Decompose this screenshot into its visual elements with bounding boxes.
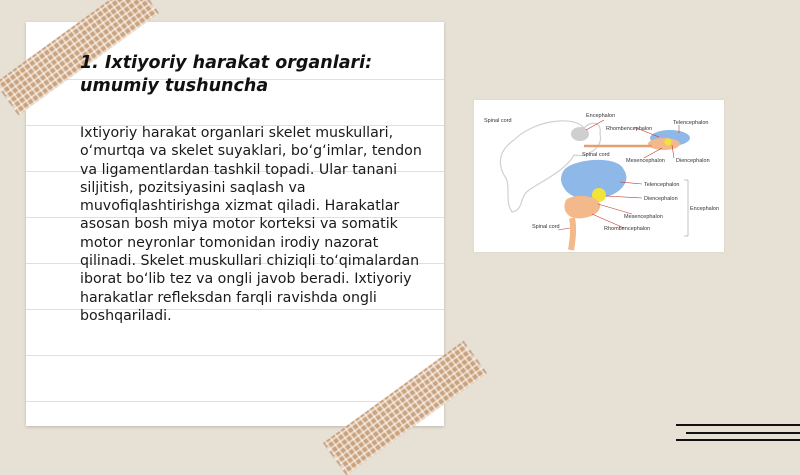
label-mesencephalon-top: Mesencephalon <box>626 158 665 164</box>
encephalon-bracket <box>684 180 688 236</box>
label-spinal-cord-top: Spinal cord <box>484 118 512 124</box>
label-telencephalon: Telencephalon <box>644 182 680 188</box>
label-encephalon-top: Encephalon <box>586 113 616 119</box>
brain-diagram <box>474 100 724 252</box>
label-telencephalon-top: Telencephalon <box>673 120 709 126</box>
small-brain-rhombencephalon <box>648 138 680 150</box>
slide-title: 1. Ixtiyoriy harakat organlari: umumiy tushuncha <box>80 53 373 96</box>
brain-development-figure <box>474 100 724 252</box>
label-rhombencephalon: Rhombencephalon <box>604 226 651 232</box>
decorative-line-1 <box>676 424 800 426</box>
small-brain-diencephalon <box>665 139 672 146</box>
label-diencephalon: Diencephalon <box>644 196 678 202</box>
decorative-line-2 <box>686 432 800 434</box>
decorative-line-3 <box>676 439 800 441</box>
label-spinal-cord-mid: Spinal cord <box>582 152 610 158</box>
label-rhombencephalon-top: Rhombencephalon <box>606 126 653 132</box>
slide-body-text: Ixtiyoriy harakat organlari skelet muskullari, o‘murtqa va skelet suyaklari, bo‘g‘imlar, tendon va ligamentlardan tashkil topadi. Ular tanani siljitish, pozitsiyasini saqlash va muvofiqlashtirishga xizmat qiladi. Harakatlar asosan bosh miya motor korteksi va somatik motor neyronlar tomonidan irodiy nazorat qilinadi. Skelet muskullari chiziqli to‘qimalardan iborat bo‘lib tez va ongli javob beradi. Ixtiyoriy harakatlar refleksdan farqli ravishda ongli boshqariladi. <box>80 125 422 324</box>
label-encephalon: Encephalon <box>690 206 720 212</box>
brain-spinal-cord <box>571 218 573 250</box>
embryo-head-shape <box>571 127 589 141</box>
label-diencephalon-top: Diencephalon <box>676 158 710 164</box>
label-mesencephalon: Mesencephalon <box>624 214 663 220</box>
label-spinal-cord-bottom: Spinal cord <box>532 224 560 230</box>
